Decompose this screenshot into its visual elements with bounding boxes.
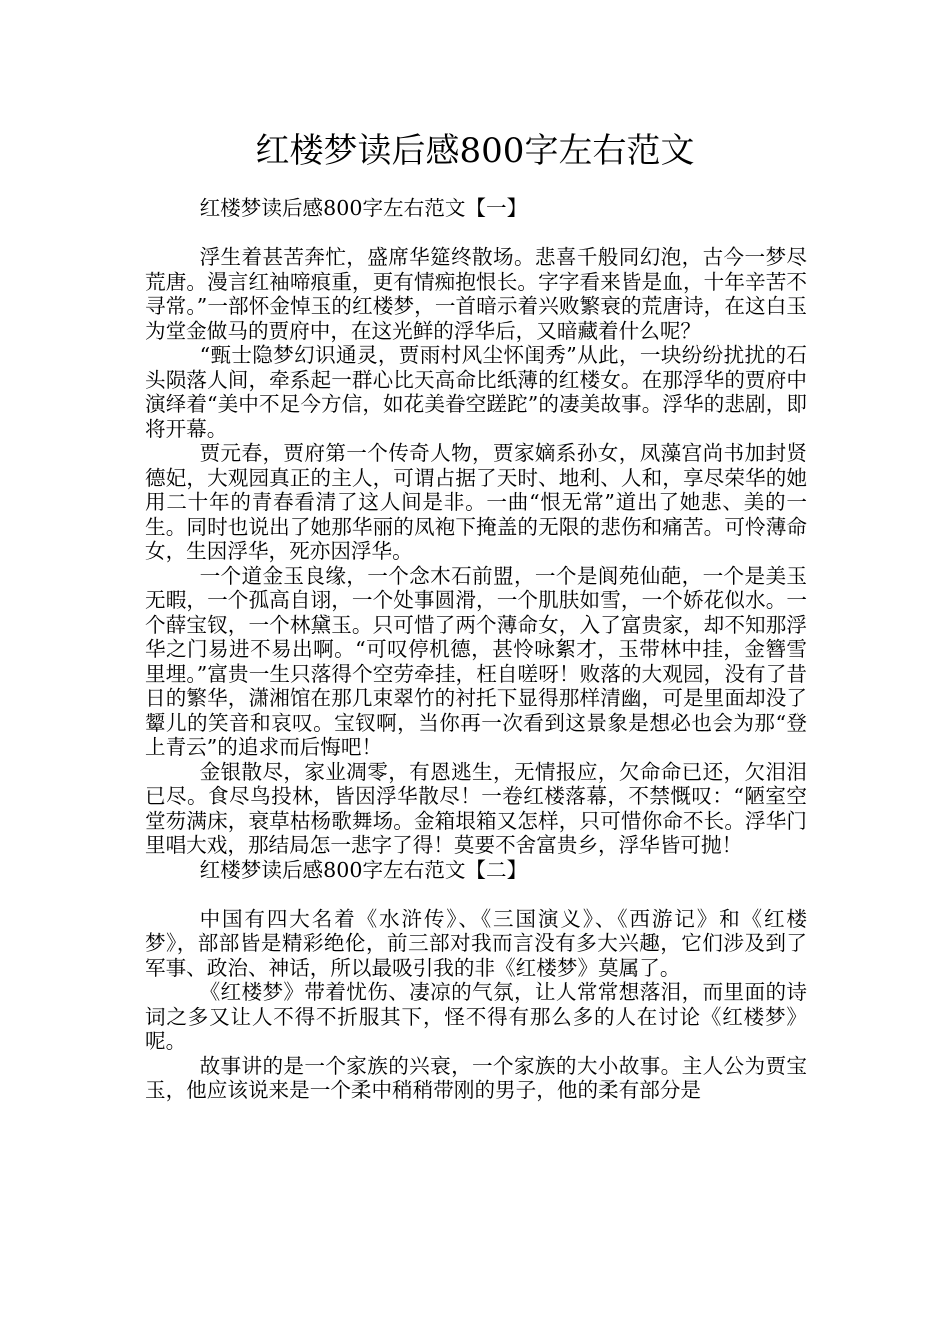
document-title: 红楼梦读后感800字左右范文 [255, 131, 695, 171]
paragraph: 一个道金玉良缘，一个念木石前盟，一个是阆苑仙葩，一个是美玉无暇，一个孤高自诩，一个处事圆滑，一个肌肤如雪，一个娇花似水。一个薛宝钗，一个林黛玉。只可惜了两个薄命女，入了富贵家，却不知那浮华之门易进不易出啊。“可叹停机德，甚怜咏絮才，玉带林中挂，金簪雪里埋。”富贵一生只落得个空劳牵挂，枉自嗟呀！败落的大观园，没有了昔日的繁华，潇湘馆在那几束翠竹的衬托下显得那样清幽，可是里面却没了颦儿的笑音和哀叹。宝钗啊，当你再一次看到这景象是想必也会为那“登上青云”的追求而后悔吧！ [145, 563, 807, 759]
paragraph: 金银散尽，家业凋零，有恩逃生，无情报应，欠命命已还，欠泪泪已尽。食尽鸟投林，皆因浮华散尽！一卷红楼落幕，不禁慨叹：“陋室空堂芴满床，衰草枯杨歌舞场。金箱垠箱又怎样，只可惜你命不长。浮华门里唱大戏，那结局怎一悲字了得！莫要不舍富贵乡，浮华皆可抛！ [145, 759, 807, 857]
paragraph: 《红楼梦》带着忧伤、凄凉的气氛，让人常常想落泪，而里面的诗词之多又让人不得不折服其下，怪不得有那么多的人在讨论《红楼梦》呢。 [145, 980, 807, 1053]
paragraph: 故事讲的是一个家族的兴衰，一个家族的大小故事。主人公为贾宝玉，他应该说来是一个柔中稍稍带刚的男子，他的柔有部分是 [145, 1053, 807, 1102]
section-heading: 红楼梦读后感800字左右范文【二】 [199, 857, 528, 882]
paragraph: 中国有四大名着《水浒传》、《三国演义》、《西游记》和《红楼梦》，部部皆是精彩绝伦，前三部对我而言没有多大兴趣，它们涉及到了军事、政治、神话，所以最吸引我的非《红楼梦》莫属了。 [145, 906, 807, 980]
document-body [145, 196, 807, 1103]
section-heading: 红楼梦读后感800字左右范文【一】 [199, 196, 528, 220]
paragraph: 贾元春，贾府第一个传奇人物，贾家嫡系孙女，凤藻宫尚书加封贤德妃，大观园真正的主人，可谓占据了天时、地利、人和，享尽荣华的她用二十年的青春看清了这人间是非。一曲“恨无常”道出了她悲、美的一生。同时也说出了她那华丽的凤袍下掩盖的无限的悲伤和痛苦。可怜薄命女，生因浮华，死亦因浮华。 [145, 441, 807, 563]
paragraph: “甄士隐梦幻识通灵，贾雨村风尘怀闺秀”从此，一块纷纷扰扰的石头陨落人间，牵系起一群心比天高命比纸薄的红楼女。在那浮华的贾府中演绎着“美中不足今方信，如花美眷空蹉跎”的凄美故事。浮华的悲剧，即将开幕。 [145, 343, 807, 441]
blank-line [145, 882, 807, 907]
paragraph: 浮生着甚苦奔忙，盛席华筵终散场。悲喜千般同幻泡，古今一梦尽荒唐。漫言红袖啼痕重，更有情痴抱恨长。字字看来皆是血，十年辛苦不寻常。”一部怀金悼玉的红楼梦，一首暗示着兴败繁衰的荒唐诗，在这白玉为堂金做马的贾府中，在这光鲜的浮华后，又暗藏着什么呢？ [145, 245, 807, 343]
blank-line [145, 221, 807, 246]
